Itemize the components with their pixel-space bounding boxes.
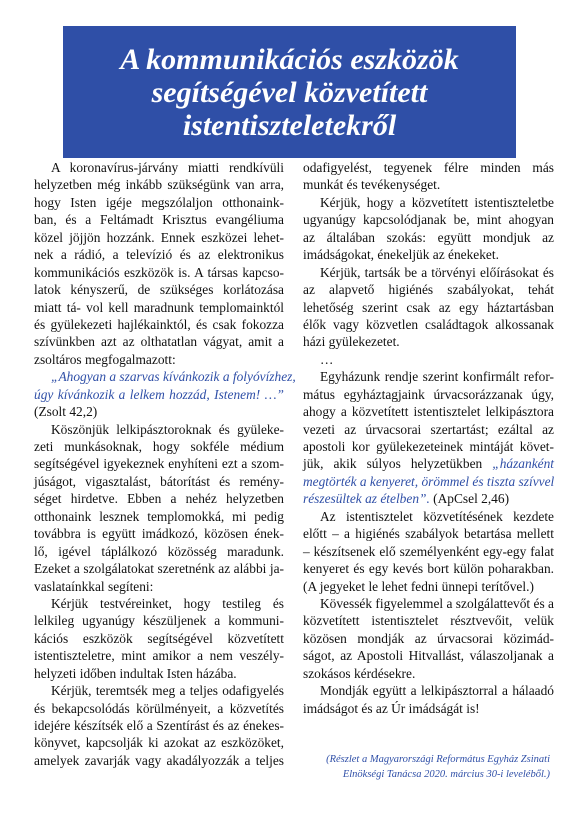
text-line: Kérjük testvéreinket, hogy testileg és	[51, 595, 284, 611]
text-line: Kérjük, tartsák be a törvényi előírásokat és	[320, 264, 554, 280]
text-line: az alapvető higiénés szabályokat, tehát	[303, 282, 554, 298]
text-line: – készítsenek elő személyenként egy-egy falat	[303, 543, 554, 559]
text-line: ságot, az Apostoli Hitvallást, válaszoljanak a	[303, 648, 554, 664]
text-line: mátus egyháztagjaink úrvacsorázzanak úgy,	[303, 386, 554, 402]
text-line: latok kényszerű, de szükséges korlátozása	[34, 282, 284, 298]
text-line: jük, akik súlyos helyzetükben „házanként	[303, 456, 554, 472]
text-line: nek a rádió, a televízió és az elektronikus	[34, 247, 284, 263]
text-line: közösen mondják az úrvacsorai közimád-	[303, 630, 554, 646]
text-line: idejére készítsék elő a Szentírást és az énekes-	[34, 718, 284, 733]
text-line: közel jöjjön hozzánk. Ennek eszközei lehet-	[34, 229, 284, 245]
text-line: helyzetben még inkább szükségünk van arra,	[34, 177, 284, 193]
text-line: hogy Isten igéje megszólaljon otthonaink-	[34, 194, 284, 210]
text-line: előtt – a higiénés szabályok betartása mellett	[303, 526, 554, 542]
left-column	[34, 159, 296, 769]
text-line: A koronavírus-járvány miatti rendkívüli	[51, 160, 284, 175]
text-line: munkát és tevékenységet.	[303, 177, 441, 193]
text-line: megtörték a kenyeret, örömmel és tiszta szívvel	[303, 473, 555, 489]
text-line: (Zsolt 42,2)	[34, 404, 98, 420]
text-line: Köszönjük lelkipásztoroknak és gyüleke-	[51, 421, 284, 437]
text-line: kommunikációs eszközök is. A társas kapcso-	[34, 264, 284, 280]
text-line: házi gyülekezetet.	[303, 334, 400, 350]
text-line: Kérjük, teremtsék meg a teljes odafigyelés	[51, 683, 284, 699]
text-line: és gyülekezeti hajlékainktól, és csak fokozza	[34, 316, 284, 332]
source-line: (Részlet a Magyarországi Református Egyház Zsinati	[326, 754, 550, 765]
article-title	[120, 43, 458, 142]
source-line: Elnökségi Tanácsa 2020. március 30-i leveléből.)	[342, 769, 550, 780]
text-line: az általában szokás: együtt mondjuk az	[303, 229, 554, 245]
text-line: miatt tá- vol kell maradnunk templomainktól	[34, 299, 284, 315]
text-line: …	[320, 351, 334, 367]
text-line: Mondják együtt a lelkipásztorral a hálaadó	[320, 683, 554, 699]
text-line: ban, és a Feltámadt Krisztus evangéliuma	[34, 212, 284, 228]
title-line: istentiszteletekről	[182, 108, 397, 142]
text-line: segítségével igyekeznek enyhíteni ezt a szom-	[34, 456, 284, 472]
text-line: szokásos kérdésekre.	[303, 665, 416, 681]
source-note	[320, 752, 550, 782]
text-line: részesültek az ételben”. (ApCsel 2,46)	[303, 491, 510, 507]
text-line: ugyanúgy kapcsolódjanak be, mint ahogyan	[303, 212, 554, 228]
text-line: közvetített istentisztelet résztvevőit, velük	[303, 613, 554, 629]
text-line: úgy kívánkozik a lelkem hozzád, Istenem! …”	[34, 386, 284, 402]
text-line: amelyek zavarják vagy akadályozzák a teljes	[34, 752, 284, 768]
text-line: helyzeti időben indultak Isten házába.	[34, 665, 237, 681]
text-line: lehetőség szerint csak az egy háztartásban	[303, 299, 554, 315]
text-line: továbbra is együtt imádkozó, közösen ének-	[34, 526, 284, 542]
text-line: Kövessék figyelemmel a szolgálattevőt és a	[320, 595, 554, 611]
text-line: Ezeket a szolgálatokat szeretnénk az alábbi ja-	[34, 561, 284, 577]
title-banner	[63, 26, 516, 158]
text-line: (A jegyeket le lehet fedni ünnepi terítővel.)	[303, 578, 534, 594]
text-line: élők vagy közvetlen családtagok alkossanak	[303, 316, 554, 332]
text-line: imádságokat, énekeljük az énekeket.	[303, 247, 499, 263]
title-line: segítségével közvetített	[151, 75, 428, 109]
text-line: Egyházunk rendje szerint konfirmált refor-	[320, 369, 554, 385]
text-line: lelkileg ugyanúgy készüljenek a kommuni-	[34, 613, 284, 629]
text-line: séget hirdetve. Ebben a nehéz helyzetben	[34, 491, 284, 507]
text-line: és bekapcsolódás körülményeit, a közvetítés	[34, 700, 284, 716]
text-line: kációs eszközök segítségével közvetített	[34, 630, 284, 646]
text-line: imádságot és az Úr imádságát is!	[303, 700, 480, 716]
text-line: könyvet, kapcsolják ki azokat az eszközöket,	[34, 735, 284, 751]
text-line: odafigyelést, tegyenek félre minden más	[303, 160, 554, 175]
text-line: zsoltáros megfogalmazott:	[34, 351, 176, 367]
text-line: istentiszteletre, mint amikor a nem veszély-	[34, 648, 284, 664]
text-line: Az istentisztelet közvetítésének kezdete	[320, 508, 554, 524]
text-line: júságot, vigasztalást, bátorítást és remény-	[34, 473, 284, 489]
text-line: zeti munkásoknak, hogy sokféle médium	[34, 439, 284, 454]
text-line: Kérjük, hogy a közvetített istentiszteletbe	[320, 194, 554, 210]
text-line: vezeti az úrvacsorai szertartást; ezáltal az	[303, 421, 554, 437]
title-line: A kommunikációs eszközök	[120, 42, 459, 76]
text-line: lő, igével táplálkozó közösség maradunk.	[34, 543, 284, 559]
text-line: vaslataínkkal segíteni:	[34, 578, 154, 594]
right-column	[303, 159, 554, 717]
text-line: kenyeret és egy kevés bort külön poharakban.	[303, 561, 554, 577]
text-line: otthonaink lesznek templomokká, mi pedig	[34, 508, 284, 524]
text-line: apostoli kor gyülekezeteinek mintáját követ-	[303, 439, 554, 454]
text-line: ahogy a közvetített istentisztelet lelkipásztora	[303, 404, 554, 420]
text-line: „Ahogyan a szarvas kívánkozik a folyóvízhez,	[51, 369, 296, 385]
text-line: szívünkben azt az olthatatlan vágyat, amit a	[34, 334, 284, 350]
